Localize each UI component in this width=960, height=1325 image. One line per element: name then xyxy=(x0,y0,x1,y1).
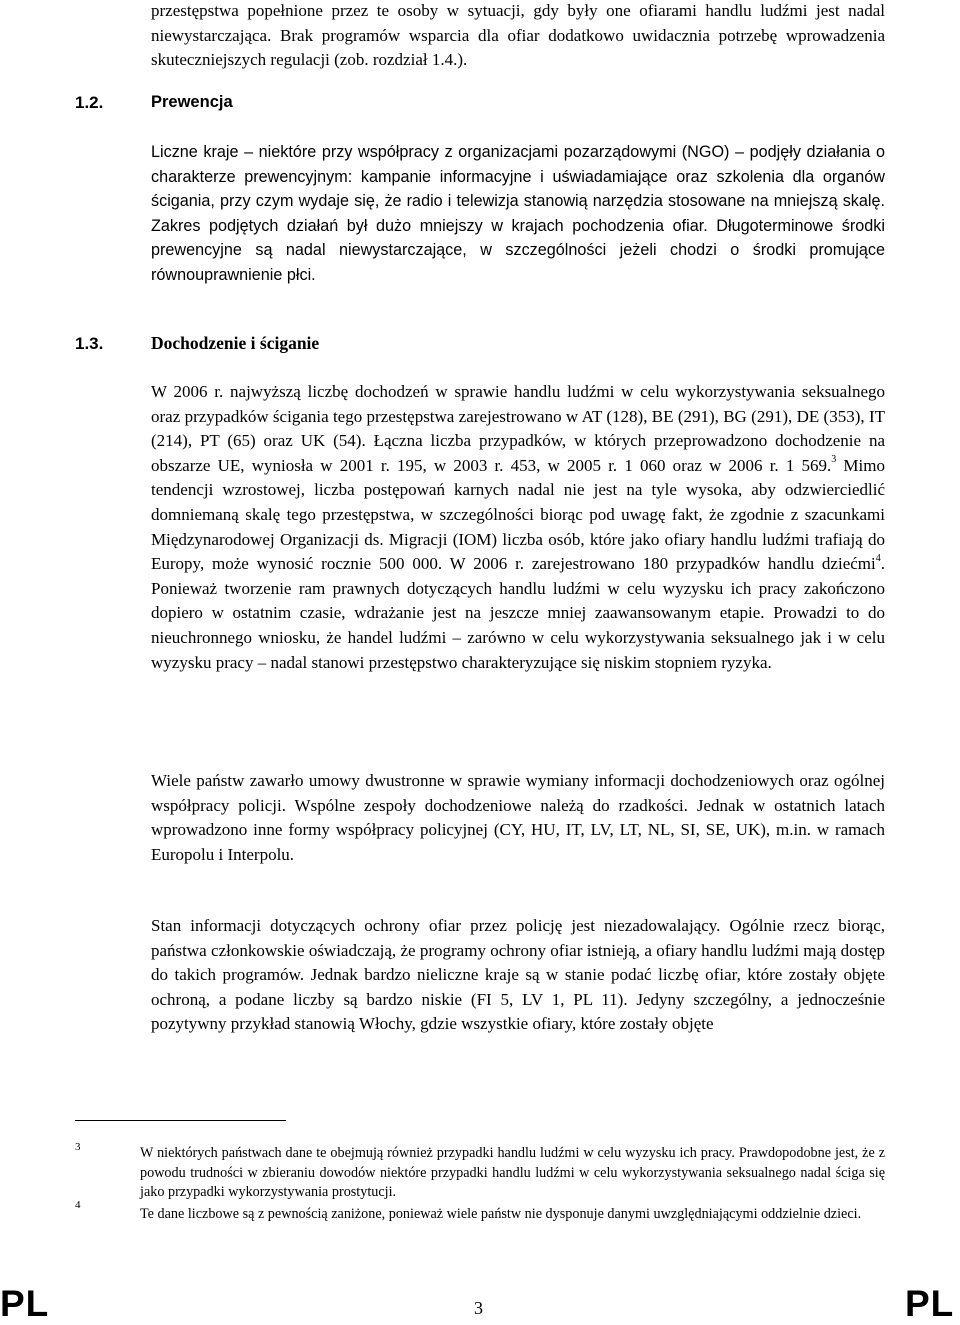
paragraph-text-part-b: Mimo tendencji wzrostowej, liczba postępowań karnych nadal nie jest na tyle wysoka, aby odzwierciedlić domniemaną skalę tego przestępstwa, w szczególności biorąc pod uwagę fakt, że zgodnie z szacunkami Międzynarodowej Organizacji ds. Migracji (IOM) liczba osób, które jako ofiary handlu ludźmi trafiają do Europy, może wynosić rocznie 500 000. W 2006 r. zarejestrowano 180 przypadków handlu dziećmi xyxy=(151,455,885,574)
footnote-text-4: Te dane liczbowe są z pewnością zaniżone, ponieważ wiele państw nie dysponuje danymi uwzględniającymi oddzielnie dzieci. xyxy=(140,1206,862,1222)
footnote-number-3: 3 xyxy=(75,1141,81,1153)
paragraph-text-part-a: W 2006 r. najwyższą liczbę dochodzeń w sprawie handlu ludźmi w celu wykorzystywania seksualnego oraz przypadków ścigania tego przestępstwa zarejestrowano w AT (128), BE (291), BG (291), DE (353), IT (214), PT (65) oraz UK (54). Łączna liczba przypadków, w których przeprowadzono dochodzenie na obszarze UE, wyniosła w 2001 r. 195, w 2003 r. 453, w 2005 r. 1 060 oraz w 2006 r. 1 569. xyxy=(151,382,885,475)
section-number-1-2: 1.2. xyxy=(75,93,104,112)
intro-paragraph: przestępstwa popełnione przez te osoby w sytuacji, gdy były one ofiarami handlu ludźmi jest nadal niewystarczająca. Brak programów wsparcia dla ofiar dodatkowo uwidacznia potrzebę wprowadzenia skuteczniejszych regulacji (zob. rozdział 1.4.). xyxy=(151,1,885,70)
section-number-1-3: 1.3. xyxy=(75,334,104,353)
footnote-text-3: W niektórych państwach dane te obejmują również przypadki handlu ludźmi w celu wyzysku ich pracy. Prawdopodobne jest, że z powodu trudności w zbieraniu dowodów niektóre przypadki handlu ludźmi w celu wykorzystywania seksualnego nadal ściga się jako przypadki wykorzystywania prostytucji. xyxy=(140,1145,885,1200)
section-title-prewencja: Prewencja xyxy=(151,93,233,111)
dochodzenie-paragraph-2: Wiele państw zawarło umowy dwustronne w sprawie wymiany informacji dochodzeniowych oraz ogólnej współpracy policji. Wspólne zespoły dochodzeniowe należą do rzadkości. Jednak w ostatnich latach wprowadzono inne formy współpracy policyjnej (CY, HU, IT, LV, LT, NL, SI, SE, UK), m.in. w ramach Europolu i Interpolu. xyxy=(151,771,885,864)
dochodzenie-paragraph-1 xyxy=(151,380,885,675)
page-number: 3 xyxy=(474,1298,483,1318)
footer-language-left: PL xyxy=(0,1283,50,1324)
prewencja-paragraph: Liczne kraje – niektóre przy współpracy z organizacjami pozarządowymi (NGO) – podjęły działania o charakterze prewencyjnym: kampanie informacyjne i uświadamiające oraz szkolenia dla organów ścigania, przy czym wydaje się, że radio i telewizja stanowią narzędzia stosowane na mniejszą skalę. Zakres podjętych działań był dużo mniejszy w krajach pochodzenia ofiar. Długoterminowe środki prewencyjne są nadal niewystarczające, w szczególności jeżeli chodzi o środki promujące równouprawnienie płci. xyxy=(151,143,885,284)
footnote-ref-4[interactable]: 4 xyxy=(875,552,881,564)
paragraph-text-part-c: . Ponieważ tworzenie ram prawnych dotyczących handlu ludźmi w celu wyzysku ich pracy zakończono dopiero w ostatnim czasie, wdrażanie jest na jeszcze mniej zaawansowanym etapie. Prowadzi to do nieuchronnego wniosku, że handel ludźmi – zarówno w celu wykorzystywania seksualnego jak i w celu wyzysku pracy – nadal stanowi przestępstwo charakteryzujące się niskim stopniem ryzyka. xyxy=(151,554,885,672)
dochodzenie-paragraph-3: Stan informacji dotyczących ochrony ofiar przez policję jest niezadowalający. Ogólnie rzecz biorąc, państwa członkowskie oświadczają, że programy ochrony ofiar istnieją, a ofiary handlu ludźmi mają dostęp do takich programów. Jednak bardzo nieliczne kraje są w stanie podać liczbę ofiar, które zostały objęte ochroną, a podane liczby są bardzo niskie (FI 5, LV 1, PL 11). Jedyny szczególny, a jednocześnie pozytywny przykład stanowią Włochy, gdzie wszystkie ofiary, które zostały objęte xyxy=(151,916,885,1034)
section-title-dochodzenie: Dochodzenie i ściganie xyxy=(151,333,320,353)
footnote-number-4: 4 xyxy=(75,1199,81,1211)
footnote-ref-3[interactable]: 3 xyxy=(831,454,837,466)
footer-language-right: PL xyxy=(905,1283,955,1324)
footnote-separator xyxy=(75,1120,286,1121)
